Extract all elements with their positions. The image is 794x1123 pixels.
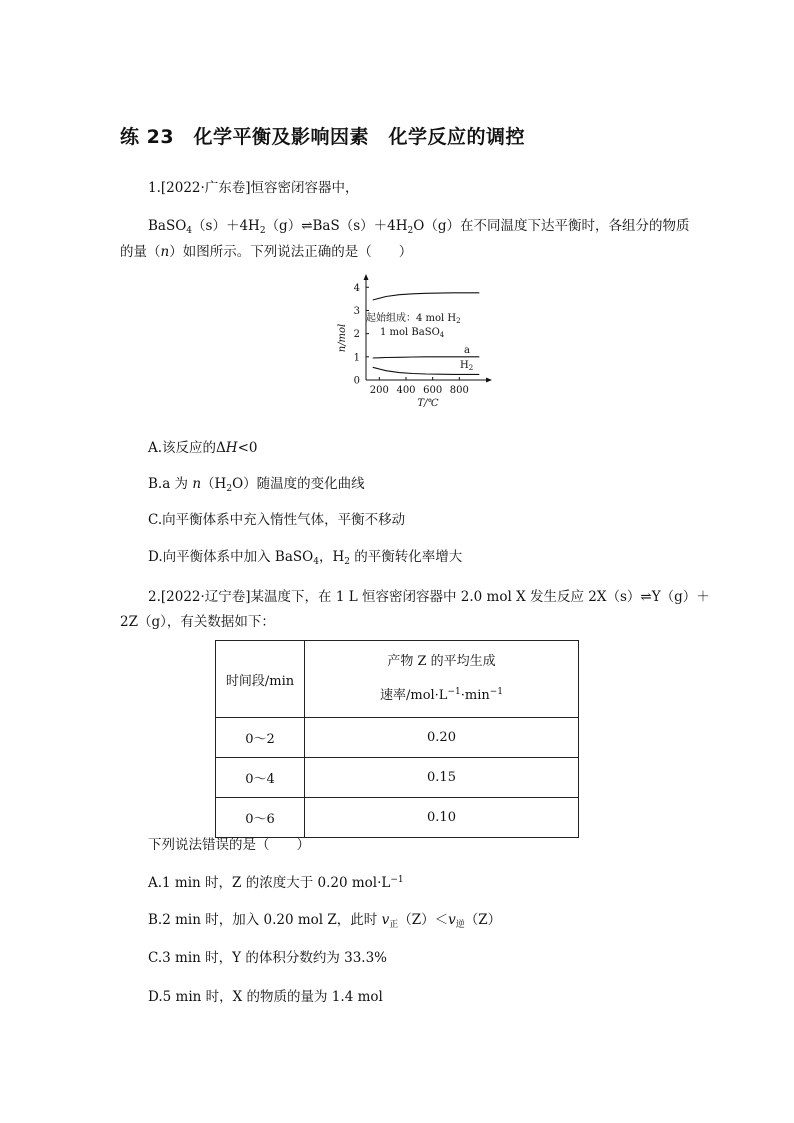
- text-part: n: [192, 476, 202, 492]
- eq-sub: 4: [186, 226, 193, 236]
- eq-part: O（g）在不同温度下达平衡时，各组分的物质: [413, 218, 690, 234]
- table-cell-rate: 0.20: [305, 718, 579, 758]
- eq-part: （g）⇌BaS（s）＋4H: [265, 218, 408, 234]
- series-line-2: [373, 357, 480, 358]
- q1-stem-line3: [120, 240, 412, 260]
- text-part: D.向平衡体系中加入 BaSO: [148, 549, 314, 565]
- q1-option-c: C.向平衡体系中充入惰性气体，平衡不移动: [148, 512, 406, 528]
- text-part: ）如图所示。下列说法正确的是（ ）: [169, 244, 413, 260]
- text-part: O）随温度的变化曲线: [232, 476, 365, 492]
- q1-option-d: [148, 545, 462, 567]
- text-part: B.a 为: [148, 476, 193, 492]
- text-part: 速率/mol·L: [379, 688, 448, 703]
- text-part: A.1 min 时，Z 的浓度大于 0.20 mol·L: [148, 875, 391, 891]
- q2-stem: 2.[2022·辽宁卷]某温度下，在 1 L 恒容密闭容器中 2.0 mol X 发生反应 2X（s）⇌Y（g）＋: [148, 589, 710, 605]
- text-part: （Z）: [464, 912, 502, 928]
- table-cell-rate: 0.10: [305, 798, 579, 838]
- x-axis-label: T/℃: [417, 398, 439, 409]
- table-row: [216, 758, 579, 798]
- chart-annotation-line1: 起始组成：4 mol $H_2$: [366, 313, 461, 325]
- table-cell-period: 0～4: [216, 758, 305, 798]
- x-tick-label: 800: [449, 385, 469, 396]
- text-sub: 2: [226, 484, 233, 494]
- series-line-1: [373, 293, 480, 300]
- table-header-period: 时间段/min: [216, 641, 305, 718]
- text-part: （H: [201, 476, 227, 492]
- table-header-row: [216, 641, 579, 718]
- y-tick-label: 3: [353, 305, 360, 317]
- table-cell-period: 0～2: [216, 718, 305, 758]
- text-part: v: [448, 912, 456, 928]
- text-sup: −1: [447, 687, 461, 697]
- table-row: [216, 718, 579, 758]
- y-axis-label: n/mol: [337, 323, 348, 353]
- y-axis-arrow: [364, 274, 369, 280]
- text-sup: −1: [489, 687, 504, 697]
- q2-option-b: [148, 908, 501, 930]
- text-part: H: [225, 440, 238, 456]
- y-tick-label: 1: [353, 352, 360, 364]
- x-tick-label: 600: [423, 385, 443, 396]
- text-sub: 4: [313, 557, 319, 567]
- series-label-a: a: [464, 345, 470, 356]
- text-part: （Z）＜: [398, 912, 449, 928]
- q2-question: 下列说法错误的是（ ）: [148, 837, 310, 853]
- x-tick-label: 400: [396, 385, 416, 396]
- y-tick-label: 2: [353, 329, 360, 341]
- header-rate-line2: [306, 677, 577, 711]
- eq-sub: 2: [259, 226, 266, 236]
- table-cell-rate: 0.15: [305, 758, 579, 798]
- eq-part: BaSO: [148, 218, 187, 234]
- text-part: ·min: [460, 688, 490, 703]
- text-part: n: [160, 244, 170, 260]
- table-header-rate: [305, 641, 579, 718]
- header-rate-line1: 产物 Z 的平均生成: [387, 654, 496, 669]
- rate-table: [215, 640, 579, 838]
- text-part: B.2 min 时，加入 0.20 mol Z，此时: [148, 912, 382, 928]
- q2-stem-line2: 2Z（g），有关数据如下：: [120, 614, 275, 630]
- page-title: 练 23 化学平衡及影响因素 化学反应的调控: [120, 126, 526, 148]
- series-label-h2: $H_2$: [460, 360, 474, 372]
- q1-stem: 1.[2022·广东卷]恒容密闭容器中，: [148, 180, 359, 196]
- text-part: 的平衡转化率增大: [349, 549, 463, 565]
- text-part: <0: [237, 440, 258, 456]
- text-part: 的量（: [120, 244, 161, 260]
- q2-option-a: [148, 871, 404, 891]
- text-part: ，H: [318, 549, 345, 565]
- x-tick-label: 200: [369, 385, 389, 396]
- eq-sub: 2: [407, 226, 414, 236]
- text-part: A.该反应的Δ: [148, 440, 226, 456]
- x-axis-arrow: [486, 378, 492, 383]
- text-sub: 逆: [455, 920, 465, 930]
- y-tick-label: 0: [353, 375, 360, 387]
- chart-annotation-line2: 1 mol BaSO$_4$: [380, 327, 445, 339]
- q2-option-d: D.5 min 时，X 的物质的量为 1.4 mol: [148, 989, 383, 1005]
- table-row: [216, 798, 579, 838]
- table-cell-period: 0～6: [216, 798, 305, 838]
- text-sup: −1: [390, 875, 404, 885]
- q1-option-a: [148, 436, 257, 456]
- text-sub: 正: [389, 920, 399, 930]
- text-part: v: [381, 912, 390, 928]
- y-tick-label: 4: [353, 282, 360, 294]
- equilibrium-chart: [336, 272, 496, 412]
- q2-option-c: C.3 min 时，Y 的体积分数约为 33.3%: [148, 950, 388, 966]
- q1-equation: [148, 214, 689, 236]
- q1-option-b: [148, 472, 365, 494]
- text-sub: 2: [344, 557, 350, 567]
- eq-part: （s）＋4H: [192, 218, 260, 234]
